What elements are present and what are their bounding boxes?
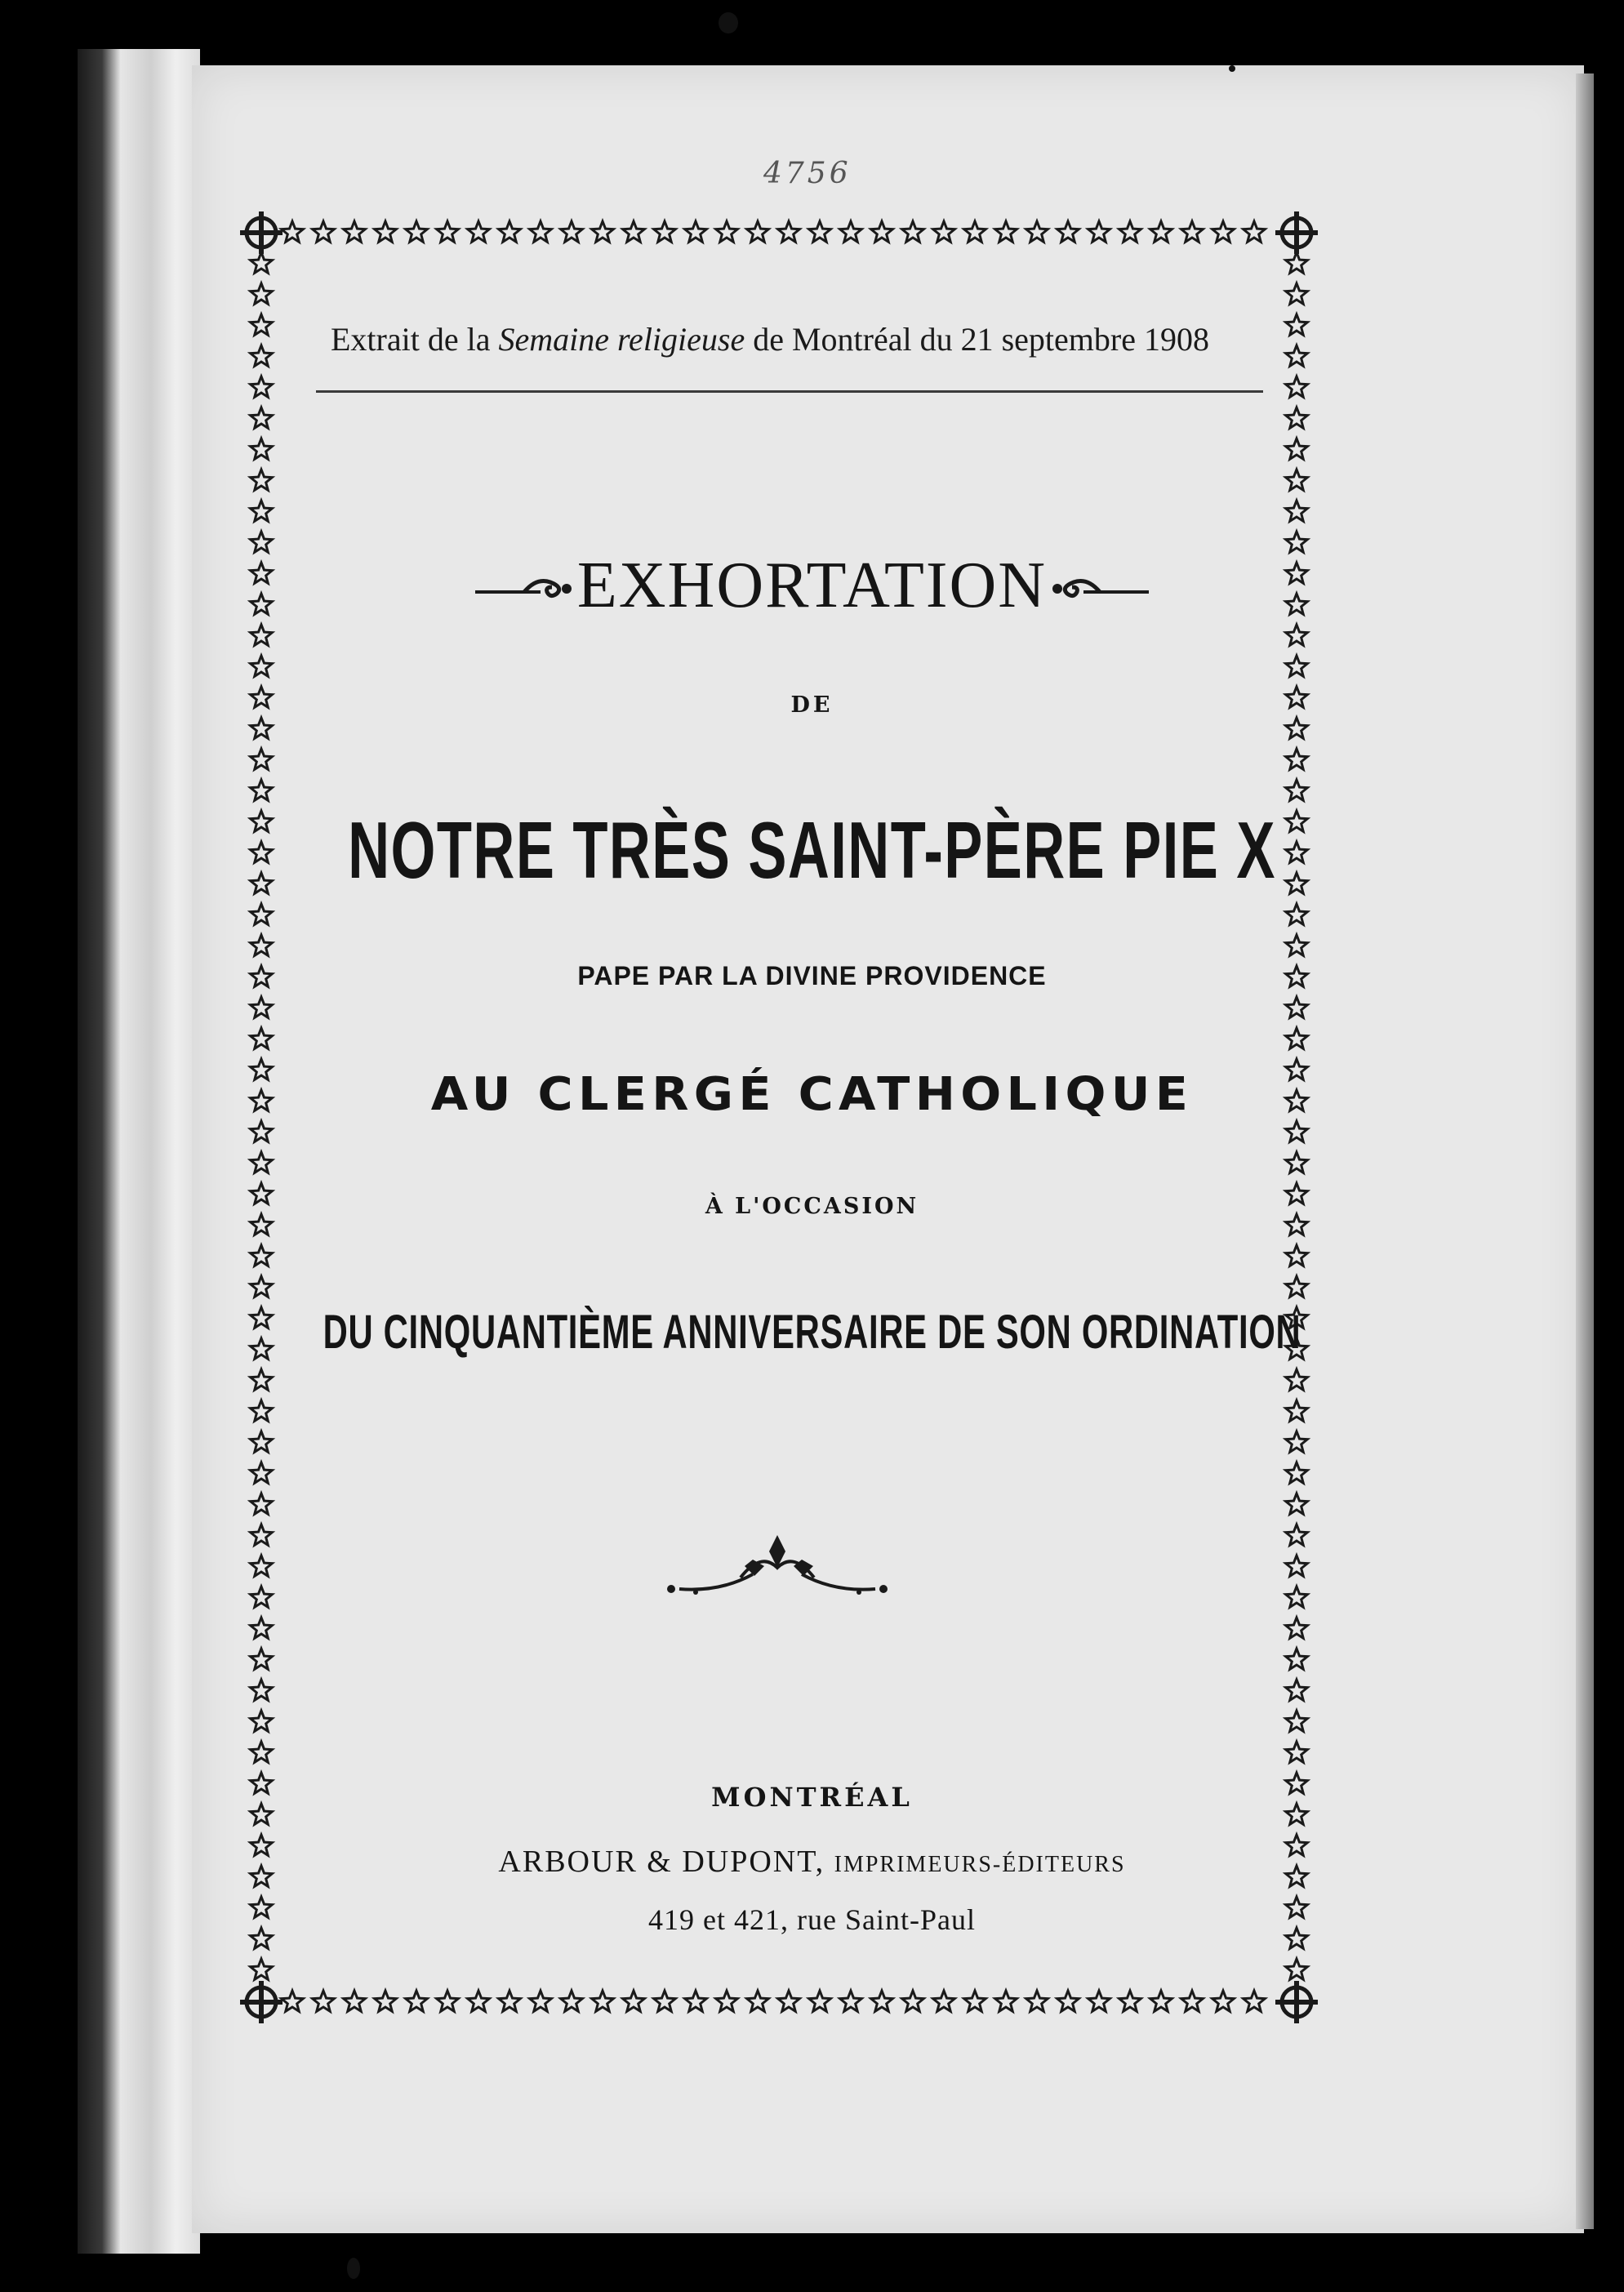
border-star	[1286, 1152, 1308, 1173]
border-star	[251, 1555, 273, 1576]
border-star	[375, 221, 397, 242]
border-star	[1212, 1991, 1235, 2011]
floral-vignette	[663, 1527, 892, 1600]
border-star	[251, 1152, 273, 1173]
border-star	[251, 376, 273, 397]
border-star	[437, 221, 459, 242]
anniversary-line: DU CINQUANTIÈME ANNIVERSAIRE DE SON ORDINATION	[323, 1306, 1301, 1359]
border-star	[809, 1991, 831, 2011]
border-star	[1286, 1431, 1308, 1452]
border-star	[251, 997, 273, 1017]
border-star	[530, 1991, 552, 2011]
border-star	[251, 718, 273, 738]
extract-journal: Semaine religieuse	[498, 321, 745, 358]
border-star	[1286, 718, 1308, 738]
border-star	[561, 1991, 583, 2011]
border-star	[1286, 1245, 1308, 1266]
corner-ornament-bottom-left	[240, 1981, 283, 2023]
corner-ornament-bottom-right	[1275, 1981, 1318, 2023]
border-star	[964, 1991, 986, 2011]
border-star	[623, 1991, 645, 2011]
border-star	[1286, 252, 1308, 273]
border-star	[1026, 1991, 1048, 2011]
border-star	[251, 1431, 273, 1452]
border-star	[995, 1991, 1017, 2011]
clergy-line: AU CLERGÉ CATHOLIQUE	[430, 1068, 1194, 1121]
border-star	[592, 1991, 614, 2011]
extract-note	[331, 320, 1209, 358]
border-star	[778, 221, 800, 242]
border-star	[406, 1991, 428, 2011]
scroll-ornament-left	[475, 574, 573, 599]
border-star	[1286, 997, 1308, 1017]
border-star	[251, 1462, 273, 1483]
border-star	[1286, 1121, 1308, 1142]
border-star	[251, 1028, 273, 1048]
border-star	[251, 1742, 273, 1762]
border-star	[251, 1680, 273, 1700]
border-star	[251, 656, 273, 676]
extract-suffix: de Montréal du 21 septembre 1908	[745, 321, 1209, 358]
de-label: DE	[790, 692, 834, 718]
border-star	[251, 1959, 273, 1979]
border-star	[251, 780, 273, 800]
border-star	[1026, 221, 1048, 242]
border-star	[1212, 221, 1235, 242]
border-star	[1286, 1400, 1308, 1421]
border-star	[437, 1991, 459, 2011]
ink-speck	[347, 2258, 360, 2279]
border-star	[251, 1711, 273, 1731]
ink-speck	[719, 12, 738, 33]
border-star	[313, 221, 335, 242]
border-star	[251, 314, 273, 335]
border-star	[1286, 345, 1308, 366]
border-star	[1286, 1618, 1308, 1638]
border-star	[251, 935, 273, 955]
border-star	[778, 1991, 800, 2011]
border-star	[344, 221, 366, 242]
border-star	[1286, 1524, 1308, 1545]
border-star	[251, 470, 273, 490]
border-star	[1057, 1991, 1079, 2011]
border-star	[1286, 1959, 1308, 1979]
border-star	[871, 221, 893, 242]
border-star	[592, 221, 614, 242]
border-star	[1150, 1991, 1172, 2011]
border-star	[933, 1991, 955, 2011]
border-star	[499, 1991, 521, 2011]
border-star	[1286, 376, 1308, 397]
border-star	[251, 1524, 273, 1545]
border-star	[840, 221, 862, 242]
border-star	[251, 1400, 273, 1421]
border-star	[251, 252, 273, 273]
border-star	[1286, 904, 1308, 924]
publisher-line	[0, 1844, 1624, 1880]
title: EXHORTATION	[576, 550, 1048, 621]
border-star	[251, 1245, 273, 1266]
border-star	[902, 221, 924, 242]
ink-speck	[1229, 65, 1235, 72]
extract-prefix: Extrait de la	[331, 321, 499, 358]
border-star	[251, 625, 273, 645]
border-star	[1286, 1028, 1308, 1048]
border-star	[1286, 1493, 1308, 1514]
border-star	[1286, 1587, 1308, 1607]
border-star	[1286, 935, 1308, 955]
border-star	[313, 1991, 335, 2011]
border-star	[251, 749, 273, 769]
border-star	[251, 1618, 273, 1638]
border-star	[468, 221, 490, 242]
border-star	[1286, 1369, 1308, 1390]
border-star	[1057, 221, 1079, 242]
corner-ornament-top-right	[1275, 211, 1318, 254]
border-star	[251, 501, 273, 521]
border-star	[685, 1991, 707, 2011]
border-star	[251, 345, 273, 366]
border-star	[685, 221, 707, 242]
border-star	[251, 1121, 273, 1142]
border-star	[1286, 283, 1308, 304]
border-star	[1286, 1680, 1308, 1700]
city: MONTRÉAL	[711, 1782, 913, 1813]
border-star	[1286, 438, 1308, 459]
border-star	[1286, 314, 1308, 335]
border-star	[1286, 1276, 1308, 1297]
border-star	[1181, 1991, 1204, 2011]
publisher-address: 419 et 421, rue Saint-Paul	[648, 1903, 976, 1936]
border-star	[1286, 1555, 1308, 1576]
border-star	[251, 407, 273, 428]
border-star	[1286, 501, 1308, 521]
border-star	[251, 904, 273, 924]
border-star	[282, 221, 304, 242]
border-star	[251, 1369, 273, 1390]
border-star	[716, 1991, 738, 2011]
border-star	[1150, 221, 1172, 242]
border-star	[1286, 1649, 1308, 1669]
border-star	[1286, 407, 1308, 428]
border-star	[1088, 1991, 1110, 2011]
border-star	[1286, 625, 1308, 645]
border-star	[1286, 656, 1308, 676]
scroll-ornament-right	[1051, 574, 1149, 599]
corner-ornament-top-left	[240, 211, 283, 254]
border-star	[809, 221, 831, 242]
occasion-line: À L'OCCASION	[705, 1194, 919, 1219]
border-star	[499, 221, 521, 242]
border-star	[251, 283, 273, 304]
border-star	[1244, 1991, 1266, 2011]
publisher-role: IMPRIMEURS-ÉDITEURS	[834, 1852, 1126, 1877]
border-star	[1119, 1991, 1141, 2011]
border-star	[1286, 1462, 1308, 1483]
border-star	[933, 221, 955, 242]
header-rule	[316, 390, 1263, 393]
border-star	[1244, 221, 1266, 242]
border-star	[251, 1493, 273, 1514]
border-star	[871, 1991, 893, 2011]
border-star	[1119, 221, 1141, 242]
border-star	[1088, 221, 1110, 242]
border-star	[1181, 221, 1204, 242]
border-star	[282, 1991, 304, 2011]
border-star	[251, 1276, 273, 1297]
border-star	[995, 221, 1017, 242]
border-star	[716, 221, 738, 242]
border-star	[406, 221, 428, 242]
border-star	[747, 221, 769, 242]
pope-name: NOTRE TRÈS SAINT-PÈRE PIE X	[348, 805, 1276, 895]
border-star	[251, 1587, 273, 1607]
border-star	[902, 1991, 924, 2011]
border-star	[468, 1991, 490, 2011]
border-star	[1286, 749, 1308, 769]
border-star	[623, 221, 645, 242]
border-star	[251, 1649, 273, 1669]
border-star	[530, 221, 552, 242]
title-row	[0, 549, 1624, 623]
border-star	[1286, 1711, 1308, 1731]
border-star	[964, 221, 986, 242]
border-star	[747, 1991, 769, 2011]
manuscript-number: 4756	[763, 157, 852, 190]
border-star	[654, 221, 676, 242]
publisher-name: ARBOUR & DUPONT,	[498, 1845, 825, 1879]
providence-line: PAPE PAR LA DIVINE PROVIDENCE	[577, 961, 1047, 990]
border-star	[654, 1991, 676, 2011]
border-star	[840, 1991, 862, 2011]
border-star	[1286, 470, 1308, 490]
border-star	[375, 1991, 397, 2011]
border-star	[251, 438, 273, 459]
border-star	[1286, 1742, 1308, 1762]
border-star	[1286, 780, 1308, 800]
border-star	[561, 221, 583, 242]
border-star	[344, 1991, 366, 2011]
